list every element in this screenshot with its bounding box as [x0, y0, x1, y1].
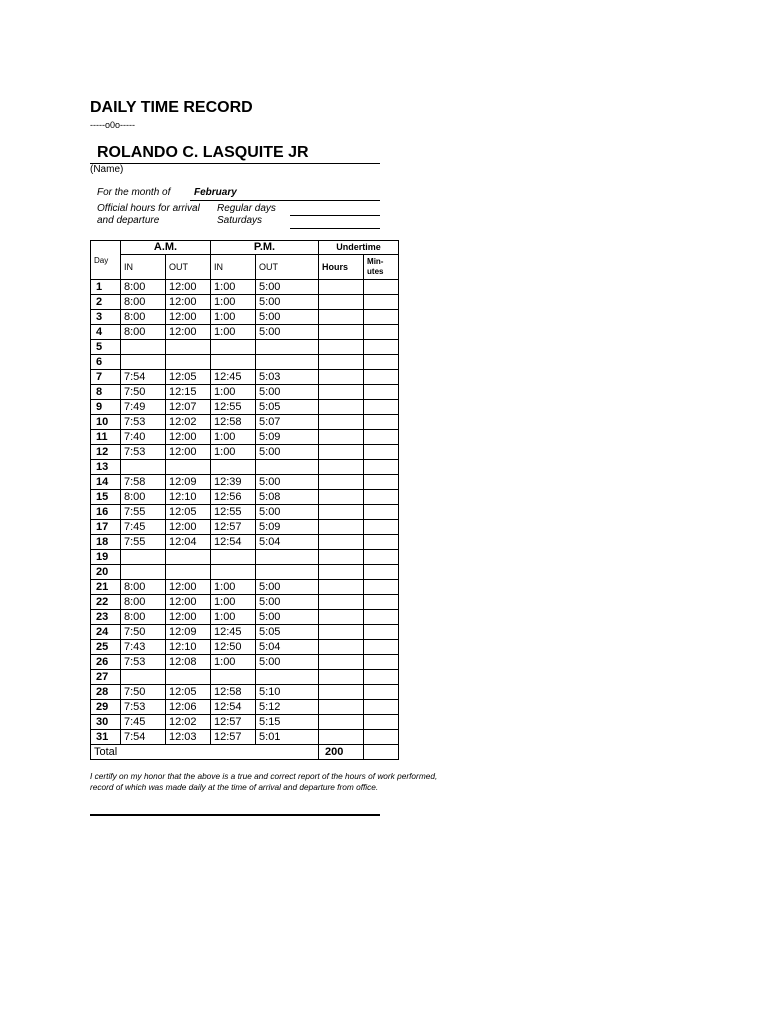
table-row [91, 640, 399, 655]
pm-out-cell [256, 460, 319, 475]
pm-in-cell: 12:58 [211, 685, 256, 700]
am-out-cell [166, 355, 211, 370]
undertime-hours-cell [319, 295, 364, 310]
table-row [91, 430, 399, 445]
day-number: 30 [91, 715, 121, 730]
am-in-cell: 7:40 [121, 430, 166, 445]
pm-out-cell: 5:00 [256, 655, 319, 670]
pm-in-cell: 12:39 [211, 475, 256, 490]
month-label: For the month of [97, 187, 171, 198]
undertime-hours-cell [319, 355, 364, 370]
day-number: 2 [91, 295, 121, 310]
day-number: 8 [91, 385, 121, 400]
undertime-minutes-cell [364, 295, 399, 310]
am-in-cell: 7:54 [121, 730, 166, 745]
title-separator: -----o0o----- [90, 120, 135, 130]
undertime-hours-cell [319, 415, 364, 430]
pm-in-cell [211, 550, 256, 565]
am-header: A.M. [121, 241, 211, 255]
undertime-hours-cell [319, 475, 364, 490]
pm-out-cell [256, 670, 319, 685]
day-number: 1 [91, 280, 121, 295]
table-row [91, 685, 399, 700]
undertime-hours-cell [319, 625, 364, 640]
am-in-cell [121, 355, 166, 370]
day-number: 27 [91, 670, 121, 685]
undertime-hours-cell [319, 520, 364, 535]
pm-header: P.M. [211, 241, 319, 255]
am-out-cell: 12:00 [166, 445, 211, 460]
am-out-cell: 12:00 [166, 325, 211, 340]
pm-in-cell: 12:58 [211, 415, 256, 430]
am-in-cell: 7:50 [121, 385, 166, 400]
pm-in-cell: 12:57 [211, 730, 256, 745]
am-out-cell: 12:04 [166, 535, 211, 550]
day-number: 23 [91, 610, 121, 625]
name-underline [90, 163, 380, 164]
regular-days-underline [290, 215, 380, 216]
day-number: 25 [91, 640, 121, 655]
am-in-cell: 8:00 [121, 295, 166, 310]
pm-out-cell: 5:00 [256, 505, 319, 520]
undertime-minutes-cell [364, 625, 399, 640]
undertime-hours-header: Hours [319, 255, 364, 280]
day-number: 3 [91, 310, 121, 325]
day-number: 15 [91, 490, 121, 505]
am-in-cell [121, 460, 166, 475]
document-title: DAILY TIME RECORD [90, 99, 253, 116]
day-number: 26 [91, 655, 121, 670]
pm-out-cell: 5:03 [256, 370, 319, 385]
day-number: 29 [91, 700, 121, 715]
am-out-cell: 12:05 [166, 370, 211, 385]
undertime-hours-cell [319, 490, 364, 505]
day-number: 10 [91, 415, 121, 430]
pm-in-cell [211, 565, 256, 580]
pm-in-cell: 12:54 [211, 535, 256, 550]
pm-out-cell: 5:08 [256, 490, 319, 505]
day-number: 19 [91, 550, 121, 565]
pm-in-cell: 1:00 [211, 280, 256, 295]
undertime-hours-cell [319, 535, 364, 550]
day-number: 16 [91, 505, 121, 520]
table-row [91, 595, 399, 610]
total-value: 200 [319, 745, 364, 760]
pm-in-cell: 1:00 [211, 610, 256, 625]
day-number: 24 [91, 625, 121, 640]
undertime-minutes-cell [364, 565, 399, 580]
undertime-hours-cell [319, 400, 364, 415]
pm-in-cell: 1:00 [211, 595, 256, 610]
pm-in-cell: 1:00 [211, 430, 256, 445]
am-in-cell: 8:00 [121, 325, 166, 340]
am-out-cell [166, 670, 211, 685]
table-row [91, 715, 399, 730]
am-out-cell: 12:00 [166, 310, 211, 325]
undertime-hours-cell [319, 730, 364, 745]
undertime-minutes-cell [364, 415, 399, 430]
undertime-minutes-cell [364, 535, 399, 550]
total-row [91, 745, 399, 760]
am-in-cell: 7:53 [121, 415, 166, 430]
total-label: Total [91, 745, 319, 760]
day-number: 31 [91, 730, 121, 745]
am-in-cell: 7:49 [121, 400, 166, 415]
am-in-cell: 7:45 [121, 520, 166, 535]
time-record-table [90, 240, 399, 760]
am-out-cell: 12:00 [166, 595, 211, 610]
table-row [91, 610, 399, 625]
undertime-hours-cell [319, 505, 364, 520]
pm-out-cell: 5:00 [256, 310, 319, 325]
table-row [91, 295, 399, 310]
undertime-minutes-cell [364, 520, 399, 535]
table-row [91, 385, 399, 400]
am-in-cell [121, 565, 166, 580]
pm-in-cell: 12:56 [211, 490, 256, 505]
undertime-minutes-cell [364, 655, 399, 670]
employee-name: ROLANDO C. LASQUITE JR [97, 144, 309, 161]
table-row [91, 400, 399, 415]
undertime-hours-cell [319, 325, 364, 340]
signature-line [90, 814, 380, 816]
month-underline [190, 200, 380, 201]
pm-out-cell: 5:00 [256, 325, 319, 340]
pm-in-header: IN [211, 255, 256, 280]
am-in-cell: 7:55 [121, 535, 166, 550]
undertime-minutes-cell [364, 610, 399, 625]
am-in-cell: 8:00 [121, 490, 166, 505]
pm-out-cell [256, 565, 319, 580]
undertime-hours-cell [319, 340, 364, 355]
day-number: 22 [91, 595, 121, 610]
day-number: 20 [91, 565, 121, 580]
undertime-minutes-cell [364, 505, 399, 520]
table-row [91, 670, 399, 685]
pm-in-cell: 12:45 [211, 370, 256, 385]
pm-out-cell: 5:00 [256, 385, 319, 400]
table-row [91, 310, 399, 325]
certification-line1: I certify on my honor that the above is a true and correct report of the hours of work performed, [90, 771, 438, 781]
pm-out-cell: 5:00 [256, 595, 319, 610]
undertime-hours-cell [319, 595, 364, 610]
am-out-cell: 12:03 [166, 730, 211, 745]
am-out-cell [166, 460, 211, 475]
pm-out-cell: 5:00 [256, 580, 319, 595]
pm-out-cell: 5:00 [256, 445, 319, 460]
table-row [91, 325, 399, 340]
pm-out-cell: 5:00 [256, 280, 319, 295]
am-in-cell [121, 550, 166, 565]
day-number: 6 [91, 355, 121, 370]
undertime-minutes-cell [364, 325, 399, 340]
table-row [91, 565, 399, 580]
undertime-minutes-cell [364, 475, 399, 490]
day-number: 9 [91, 400, 121, 415]
pm-out-cell [256, 340, 319, 355]
am-out-cell: 12:02 [166, 715, 211, 730]
am-out-cell: 12:10 [166, 640, 211, 655]
am-out-cell: 12:05 [166, 505, 211, 520]
pm-in-cell [211, 670, 256, 685]
pm-in-cell [211, 460, 256, 475]
regular-days-label: Regular days [217, 203, 276, 214]
undertime-hours-cell [319, 685, 364, 700]
am-in-header: IN [121, 255, 166, 280]
table-row [91, 535, 399, 550]
day-number: 14 [91, 475, 121, 490]
am-out-cell: 12:00 [166, 280, 211, 295]
pm-out-cell: 5:09 [256, 430, 319, 445]
undertime-hours-cell [319, 445, 364, 460]
undertime-hours-cell [319, 580, 364, 595]
am-out-cell: 12:00 [166, 295, 211, 310]
official-hours-label-line1: Official hours for arrival [97, 203, 200, 214]
table-row [91, 700, 399, 715]
pm-out-cell: 5:05 [256, 625, 319, 640]
undertime-minutes-cell [364, 685, 399, 700]
undertime-minutes-header: Min- utes [364, 255, 399, 280]
undertime-minutes-cell [364, 355, 399, 370]
am-in-cell: 7:55 [121, 505, 166, 520]
undertime-minutes-cell [364, 370, 399, 385]
day-number: 11 [91, 430, 121, 445]
am-in-cell: 7:45 [121, 715, 166, 730]
day-number: 5 [91, 340, 121, 355]
table-row [91, 655, 399, 670]
am-in-cell [121, 670, 166, 685]
am-out-cell: 12:00 [166, 520, 211, 535]
am-out-cell: 12:09 [166, 475, 211, 490]
total-minutes-cell [364, 745, 399, 760]
table-row [91, 280, 399, 295]
am-in-cell: 7:54 [121, 370, 166, 385]
am-out-header: OUT [166, 255, 211, 280]
pm-in-cell: 12:50 [211, 640, 256, 655]
undertime-minutes-cell [364, 445, 399, 460]
pm-out-cell: 5:07 [256, 415, 319, 430]
undertime-minutes-cell [364, 310, 399, 325]
am-in-cell: 7:53 [121, 445, 166, 460]
pm-out-cell: 5:00 [256, 475, 319, 490]
pm-out-cell: 5:01 [256, 730, 319, 745]
pm-out-cell: 5:09 [256, 520, 319, 535]
table-row [91, 445, 399, 460]
undertime-minutes-cell [364, 640, 399, 655]
undertime-minutes-cell [364, 550, 399, 565]
undertime-hours-cell [319, 430, 364, 445]
day-number: 12 [91, 445, 121, 460]
day-number: 28 [91, 685, 121, 700]
name-caption: (Name) [90, 164, 124, 175]
undertime-hours-cell [319, 670, 364, 685]
undertime-minutes-cell [364, 670, 399, 685]
undertime-hours-cell [319, 385, 364, 400]
header-row-1 [91, 241, 399, 255]
undertime-hours-cell [319, 370, 364, 385]
undertime-minutes-cell [364, 460, 399, 475]
table-row [91, 520, 399, 535]
am-in-cell: 7:50 [121, 625, 166, 640]
am-out-cell [166, 565, 211, 580]
table-row [91, 340, 399, 355]
am-in-cell: 8:00 [121, 595, 166, 610]
am-in-cell: 8:00 [121, 280, 166, 295]
day-number: 21 [91, 580, 121, 595]
table-row [91, 490, 399, 505]
pm-in-cell: 1:00 [211, 310, 256, 325]
pm-in-cell: 12:45 [211, 625, 256, 640]
table-row [91, 550, 399, 565]
pm-out-cell [256, 355, 319, 370]
am-in-cell: 8:00 [121, 310, 166, 325]
am-in-cell: 7:53 [121, 655, 166, 670]
pm-in-cell: 12:57 [211, 520, 256, 535]
undertime-hours-cell [319, 280, 364, 295]
pm-out-cell: 5:10 [256, 685, 319, 700]
am-out-cell: 12:00 [166, 430, 211, 445]
saturdays-underline [290, 228, 380, 229]
undertime-hours-cell [319, 565, 364, 580]
am-out-cell: 12:09 [166, 625, 211, 640]
pm-in-cell: 1:00 [211, 655, 256, 670]
am-in-cell: 7:50 [121, 685, 166, 700]
pm-in-cell: 1:00 [211, 325, 256, 340]
pm-out-header: OUT [256, 255, 319, 280]
pm-in-cell: 12:55 [211, 505, 256, 520]
table-row [91, 370, 399, 385]
pm-in-cell: 1:00 [211, 385, 256, 400]
am-in-cell: 8:00 [121, 580, 166, 595]
am-out-cell [166, 550, 211, 565]
undertime-minutes-cell [364, 595, 399, 610]
undertime-hours-cell [319, 640, 364, 655]
am-in-cell: 7:58 [121, 475, 166, 490]
pm-out-cell: 5:04 [256, 535, 319, 550]
pm-in-cell: 1:00 [211, 445, 256, 460]
am-in-cell: 7:53 [121, 700, 166, 715]
pm-in-cell: 1:00 [211, 580, 256, 595]
undertime-minutes-cell [364, 490, 399, 505]
am-in-cell: 7:43 [121, 640, 166, 655]
pm-out-cell: 5:15 [256, 715, 319, 730]
day-number: 4 [91, 325, 121, 340]
undertime-minutes-cell [364, 400, 399, 415]
table-row [91, 505, 399, 520]
undertime-hours-cell [319, 460, 364, 475]
am-out-cell: 12:10 [166, 490, 211, 505]
table-row [91, 460, 399, 475]
am-out-cell: 12:02 [166, 415, 211, 430]
table-row [91, 355, 399, 370]
am-in-cell: 8:00 [121, 610, 166, 625]
table-row [91, 475, 399, 490]
undertime-minutes-cell [364, 385, 399, 400]
undertime-minutes-cell [364, 580, 399, 595]
day-column-header: Day [91, 241, 121, 280]
pm-out-cell: 5:00 [256, 295, 319, 310]
am-out-cell: 12:00 [166, 610, 211, 625]
undertime-header: Undertime [319, 241, 399, 255]
month-value: February [194, 187, 237, 198]
am-out-cell: 12:06 [166, 700, 211, 715]
undertime-hours-cell [319, 310, 364, 325]
day-number: 18 [91, 535, 121, 550]
pm-out-cell [256, 550, 319, 565]
undertime-hours-cell [319, 610, 364, 625]
undertime-hours-cell [319, 715, 364, 730]
pm-in-cell: 12:57 [211, 715, 256, 730]
am-out-cell [166, 340, 211, 355]
table-row [91, 415, 399, 430]
undertime-minutes-cell [364, 280, 399, 295]
official-hours-label-line2: and departure [97, 215, 160, 226]
day-number: 13 [91, 460, 121, 475]
am-out-cell: 12:07 [166, 400, 211, 415]
undertime-minutes-cell [364, 715, 399, 730]
undertime-hours-cell [319, 550, 364, 565]
pm-in-cell [211, 355, 256, 370]
day-number: 17 [91, 520, 121, 535]
undertime-hours-cell [319, 655, 364, 670]
am-out-cell: 12:00 [166, 580, 211, 595]
pm-in-cell [211, 340, 256, 355]
am-in-cell [121, 340, 166, 355]
am-out-cell: 12:05 [166, 685, 211, 700]
pm-out-cell: 5:05 [256, 400, 319, 415]
pm-in-cell: 1:00 [211, 295, 256, 310]
am-out-cell: 12:15 [166, 385, 211, 400]
undertime-minutes-cell [364, 700, 399, 715]
header-row-2 [91, 255, 399, 280]
table-row [91, 580, 399, 595]
saturdays-label: Saturdays [217, 215, 263, 226]
table-row [91, 625, 399, 640]
day-number: 7 [91, 370, 121, 385]
pm-out-cell: 5:00 [256, 610, 319, 625]
table-row [91, 730, 399, 745]
undertime-minutes-cell [364, 430, 399, 445]
undertime-minutes-cell [364, 340, 399, 355]
am-out-cell: 12:08 [166, 655, 211, 670]
undertime-hours-cell [319, 700, 364, 715]
pm-in-cell: 12:55 [211, 400, 256, 415]
pm-out-cell: 5:12 [256, 700, 319, 715]
pm-out-cell: 5:04 [256, 640, 319, 655]
undertime-minutes-cell [364, 730, 399, 745]
certification-line2: record of which was made daily at the time of arrival and departure from office. [90, 782, 379, 792]
pm-in-cell: 12:54 [211, 700, 256, 715]
